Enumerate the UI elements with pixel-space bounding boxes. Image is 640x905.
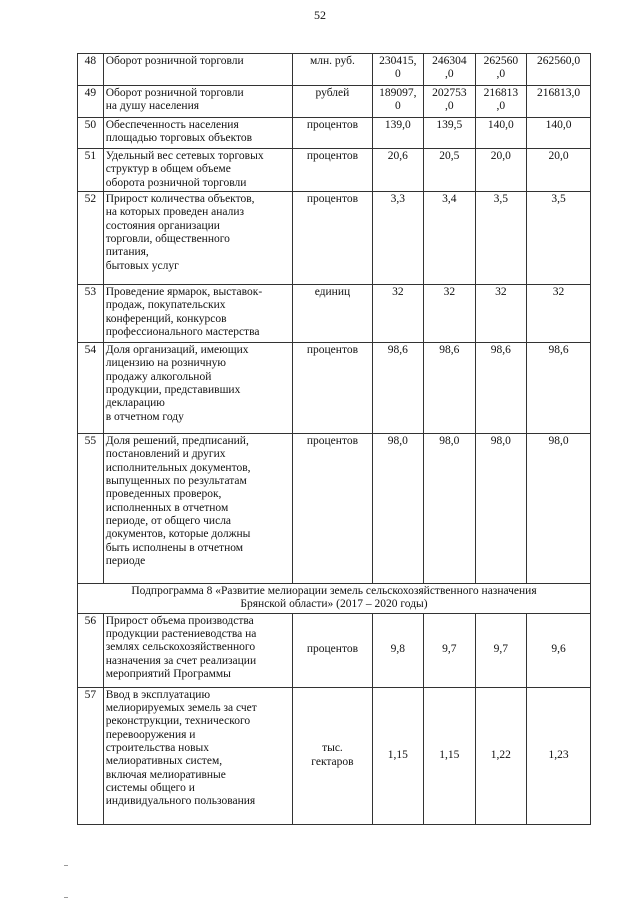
- value-cell: [527, 149, 591, 192]
- cell-line: исполнительных документов,: [105, 461, 251, 474]
- table-row: [78, 192, 591, 285]
- unit-cell: [293, 687, 372, 824]
- cell-line: Оборот розничной торговли: [105, 55, 244, 67]
- table-row: [78, 54, 591, 86]
- cell-line: Проведение ярмарок, выставок-: [105, 286, 263, 298]
- cell-line: 1,15: [387, 748, 408, 761]
- unit-cell: процентов: [293, 118, 372, 149]
- cell-line: землях сельскохозяйственного: [105, 641, 256, 654]
- value-cell: [372, 434, 424, 584]
- cell-line: Удельный вес сетевых торговых: [105, 150, 264, 162]
- cell-line: 98,0: [439, 435, 460, 447]
- value-cell: [527, 118, 591, 149]
- table-row: [78, 86, 591, 118]
- value-cell: [475, 192, 527, 285]
- value-cell: [527, 86, 591, 118]
- indicator-name: [103, 285, 293, 343]
- value-cell: [527, 285, 591, 343]
- cell-line: 3,3: [390, 193, 406, 205]
- cell-line: 262560,0: [536, 55, 581, 67]
- cell-line: периоде: [105, 554, 146, 567]
- cell-line: лицензию на розничную: [105, 357, 226, 370]
- scan-mark: [64, 897, 68, 898]
- cell-line: мероприятий Программы: [105, 667, 231, 680]
- cell-line: состояния организации: [105, 219, 220, 232]
- table-row: [78, 687, 591, 824]
- cell-line: 32: [552, 286, 565, 298]
- indicator-name: [103, 434, 293, 584]
- cell-line: 32: [443, 286, 456, 298]
- cell-line: включая мелиоративные: [105, 768, 226, 781]
- value-cell: [424, 192, 476, 285]
- cell-line: 0: [394, 68, 401, 81]
- cell-line: 139,5: [436, 119, 463, 131]
- cell-line: декларацию: [105, 397, 165, 410]
- value-cell: [372, 285, 424, 343]
- row-number: 49: [78, 86, 104, 118]
- value-cell: [372, 343, 424, 434]
- cell-line: периоде, от общего числа: [105, 514, 232, 527]
- cell-line: продажу алкогольной: [105, 370, 212, 383]
- cell-line: ,0: [496, 68, 506, 81]
- value-cell: [475, 285, 527, 343]
- row-number: 51: [78, 149, 104, 192]
- indicator-name: [103, 192, 293, 285]
- cell-line: 246304: [432, 55, 467, 67]
- cell-line: 140,0: [487, 119, 514, 131]
- cell-line: 98,6: [548, 344, 569, 356]
- cell-line: быть исполнены в отчетном: [105, 541, 244, 554]
- cell-line: в отчетном году: [105, 410, 184, 423]
- subprogram-header-line: Брянской области» (2017 – 2020 годы): [240, 598, 428, 611]
- value-cell: [424, 86, 476, 118]
- cell-line: 189097,: [379, 87, 417, 99]
- unit-cell: процентов: [293, 343, 372, 434]
- cell-line: мелиоративных систем,: [105, 755, 223, 768]
- cell-line: 9,7: [442, 643, 457, 656]
- cell-line: 98,0: [387, 435, 408, 447]
- cell-line: 98,0: [548, 435, 569, 447]
- cell-line: 20,6: [387, 150, 408, 162]
- indicators-table: [77, 53, 591, 825]
- cell-line: системы общего и: [105, 781, 195, 794]
- cell-line: 3,5: [551, 193, 566, 205]
- cell-line: оборота розничной торговли: [105, 176, 247, 189]
- cell-line: профессионального мастерства: [105, 325, 260, 338]
- value-cell: [424, 285, 476, 343]
- row-number: 48: [78, 54, 104, 86]
- subprogram-header: [78, 584, 591, 614]
- cell-line: 139,0: [384, 119, 411, 131]
- value-cell: [372, 613, 424, 687]
- row-number: 54: [78, 343, 104, 434]
- value-cell: [475, 149, 527, 192]
- cell-line: структур в общем объеме: [105, 163, 231, 176]
- cell-line: реконструкции, технического: [105, 715, 251, 728]
- value-cell: [372, 687, 424, 824]
- cell-line: 216813: [483, 87, 519, 99]
- cell-line: 140,0: [545, 119, 572, 131]
- value-cell: [527, 687, 591, 824]
- cell-line: назначения за счет реализации: [105, 654, 257, 667]
- cell-line: 9,6: [551, 643, 566, 656]
- table-body-melioration: [78, 613, 591, 824]
- value-cell: [475, 118, 527, 149]
- value-cell: [372, 149, 424, 192]
- row-number: 57: [78, 687, 104, 824]
- table-row: [78, 343, 591, 434]
- row-number: 56: [78, 613, 104, 687]
- cell-line: 32: [392, 286, 404, 298]
- scan-mark: [64, 865, 68, 866]
- cell-line: ,0: [445, 68, 454, 81]
- value-cell: [527, 434, 591, 584]
- cell-line: 20,0: [548, 150, 569, 162]
- cell-line: Доля организаций, имеющих: [105, 344, 249, 356]
- value-cell: [475, 434, 527, 584]
- cell-line: ,0: [496, 100, 506, 113]
- cell-line: проведенных проверок,: [105, 488, 222, 501]
- unit-cell: рублей: [293, 86, 372, 118]
- unit-cell: единиц: [293, 285, 372, 343]
- value-cell: [475, 343, 527, 434]
- cell-line: Обеспеченность населения: [105, 119, 239, 131]
- cell-line: продаж, покупательских: [105, 299, 226, 312]
- cell-line: 1,23: [548, 748, 569, 761]
- value-cell: [424, 118, 476, 149]
- unit-cell: процентов: [293, 149, 372, 192]
- cell-line: 98,6: [439, 344, 460, 356]
- table-body-trade: [78, 54, 591, 584]
- cell-line: 9,7: [493, 643, 509, 656]
- value-cell: [372, 86, 424, 118]
- value-cell: [475, 86, 527, 118]
- value-cell: [372, 118, 424, 149]
- cell-line: 216813,0: [536, 87, 581, 99]
- row-number: 53: [78, 285, 104, 343]
- cell-line: индивидуального пользования: [105, 795, 256, 808]
- cell-line: гектаров: [311, 755, 354, 768]
- page-number: 52: [314, 8, 326, 22]
- indicator-name: [103, 687, 293, 824]
- cell-line: 98,0: [490, 435, 511, 447]
- cell-line: выпущенных по результатам: [105, 474, 247, 487]
- value-cell: [424, 434, 476, 584]
- cell-line: 32: [495, 286, 507, 298]
- cell-line: Доля решений, предписаний,: [105, 435, 249, 447]
- table-row: [78, 118, 591, 149]
- cell-line: документов, которые должны: [105, 528, 251, 541]
- unit-cell: [293, 613, 372, 687]
- cell-line: постановлений и других: [105, 448, 226, 461]
- table-body-subprogram: [78, 584, 591, 614]
- cell-line: на душу населения: [105, 100, 200, 113]
- cell-line: 9,8: [390, 643, 406, 656]
- cell-line: процентов: [306, 643, 358, 656]
- indicator-name: [103, 54, 293, 86]
- value-cell: [424, 343, 476, 434]
- cell-line: 202753: [432, 87, 467, 99]
- indicator-name: [103, 149, 293, 192]
- cell-line: 20,5: [439, 150, 460, 162]
- value-cell: [527, 613, 591, 687]
- cell-line: 98,6: [387, 344, 408, 356]
- value-cell: [475, 613, 527, 687]
- indicator-name: [103, 86, 293, 118]
- cell-line: мелиорируемых земель за счет: [105, 701, 257, 714]
- value-cell: [424, 687, 476, 824]
- cell-line: бытовых услуг: [105, 259, 179, 272]
- cell-line: исполненных в отчетном: [105, 501, 229, 514]
- indicator-name: [103, 613, 293, 687]
- cell-line: перевооружения и: [105, 728, 196, 741]
- value-cell: [475, 54, 527, 86]
- unit-cell: процентов: [293, 192, 372, 285]
- value-cell: [424, 54, 476, 86]
- value-cell: [475, 687, 527, 824]
- cell-line: 1,22: [490, 748, 511, 761]
- cell-line: Оборот розничной торговли: [105, 87, 244, 99]
- cell-line: Прирост количества объектов,: [105, 193, 255, 205]
- cell-line: 1,15: [439, 748, 460, 761]
- subprogram-header-line: Подпрограмма 8 «Развитие мелиорации земель сельскохозяйственного назначения: [131, 585, 537, 597]
- cell-line: конференций, конкурсов: [105, 312, 227, 325]
- cell-line: 98,6: [490, 344, 511, 356]
- value-cell: [424, 613, 476, 687]
- cell-line: ,0: [445, 100, 454, 113]
- indicator-name: [103, 343, 293, 434]
- table-row: [78, 149, 591, 192]
- cell-line: продукции, представивших: [105, 383, 241, 396]
- cell-line: на которых проведен анализ: [105, 206, 245, 219]
- cell-line: тыс.: [322, 742, 343, 755]
- cell-line: 3,5: [493, 193, 509, 205]
- cell-line: 3,4: [442, 193, 457, 205]
- subprogram-header-row: [78, 584, 591, 614]
- row-number: 52: [78, 192, 104, 285]
- row-number: 50: [78, 118, 104, 149]
- cell-line: 0: [394, 100, 401, 113]
- value-cell: [527, 192, 591, 285]
- cell-line: 262560: [483, 55, 519, 67]
- table-row: [78, 613, 591, 687]
- cell-line: Прирост объема производства: [105, 614, 254, 627]
- cell-line: торговли, общественного: [105, 232, 230, 245]
- value-cell: [424, 149, 476, 192]
- cell-line: 230415,: [379, 55, 417, 67]
- row-number: 55: [78, 434, 104, 584]
- value-cell: [372, 192, 424, 285]
- cell-line: продукции растениеводства на: [105, 627, 257, 640]
- table-row: [78, 434, 591, 584]
- unit-cell: млн. руб.: [293, 54, 372, 86]
- value-cell: [372, 54, 424, 86]
- cell-line: питания,: [105, 246, 149, 259]
- cell-line: площадью торговых объектов: [105, 132, 253, 145]
- indicator-name: [103, 118, 293, 149]
- cell-line: Ввод в эксплуатацию: [105, 688, 211, 701]
- cell-line: 20,0: [490, 150, 511, 162]
- value-cell: [527, 54, 591, 86]
- table-row: [78, 285, 591, 343]
- value-cell: [527, 343, 591, 434]
- unit-cell: процентов: [293, 434, 372, 584]
- cell-line: строительства новых: [105, 741, 209, 754]
